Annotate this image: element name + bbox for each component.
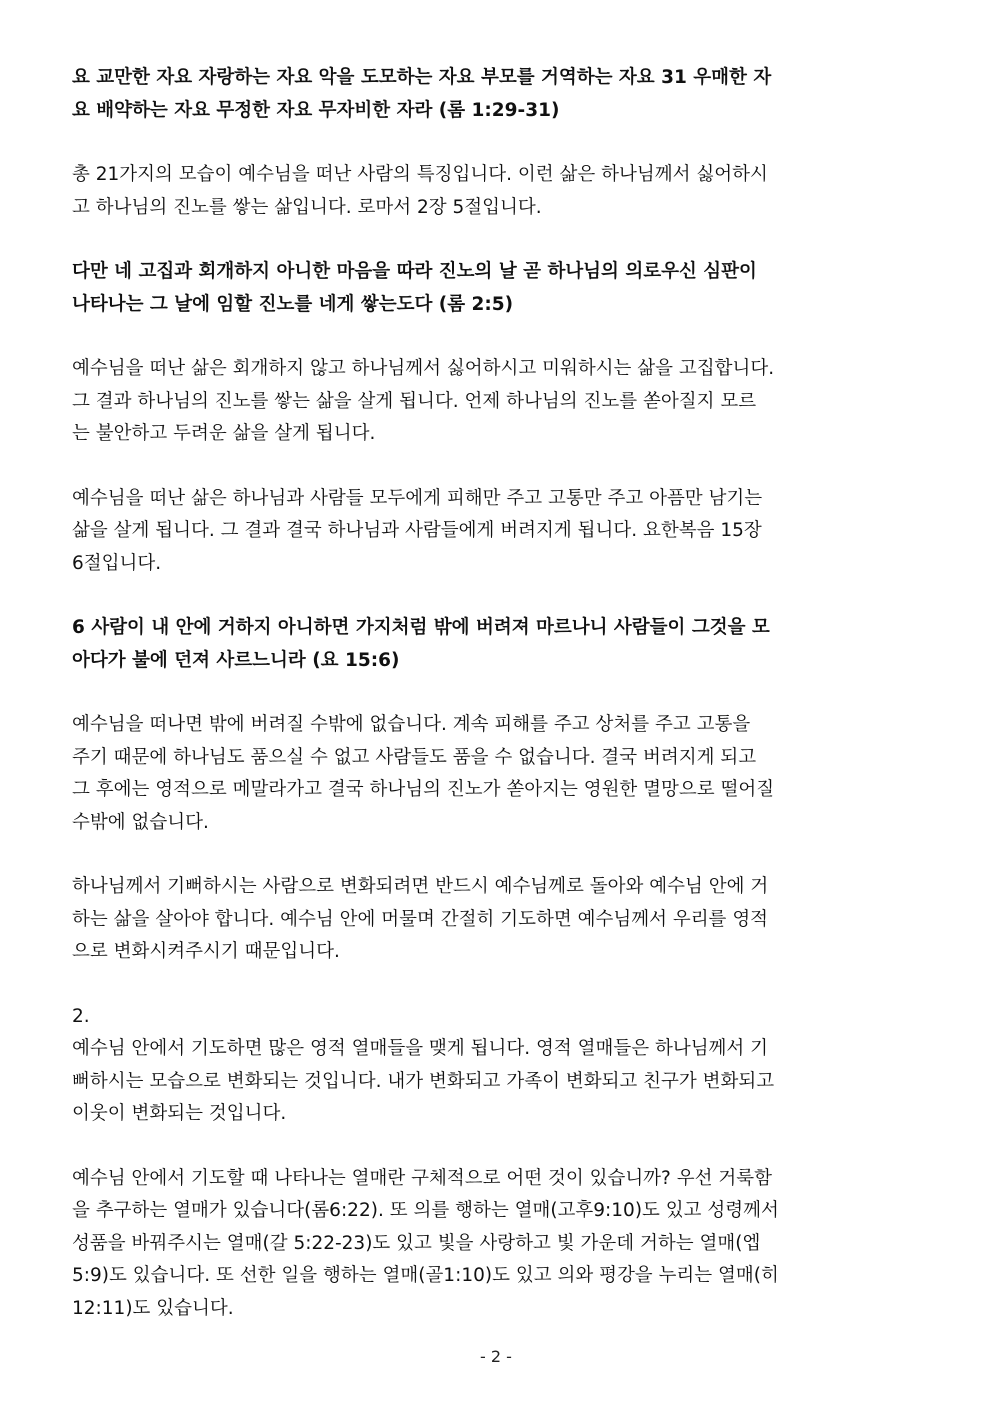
scripture-verse: 6 사람이 내 안에 거하지 아니하면 가지처럼 밖에 버려져 마르나니 사람들이 그것을 모 아다가 불에 던져 사르느니라 (요 15:6) xyxy=(72,617,770,671)
document-body xyxy=(72,62,920,1357)
body-paragraph: 예수님을 떠난 삶은 하나님과 사람들 모두에게 피해만 주고 고통만 주고 아픔만 남기는 삶을 살게 됩니다. 그 결과 결국 하나님과 사람들에게 버려지게 됩니다. 요한복음 15장 6절입니다. xyxy=(72,487,763,574)
body-paragraph: 예수님 안에서 기도하면 많은 영적 열매들을 맺게 됩니다. 영적 열매들은 하나님께서 기 뻐하시는 모습으로 변화되는 것입니다. 내가 변화되고 가족이 변화되고 친구가 변화되고 이웃이 변화되는 것입니다. xyxy=(72,1038,775,1124)
scripture-verse: 다만 네 고집과 회개하지 아니한 마음을 따라 진노의 날 곧 하나님의 의로우신 심판이 나타나는 그 날에 임할 진노를 네게 쌓는도다 (롬 2:5) xyxy=(72,261,757,315)
body-paragraph: 예수님을 떠난 삶은 회개하지 않고 하나님께서 싫어하시고 미워하시는 삶을 고집합니다. 그 결과 하나님의 진노를 쌓는 삶을 살게 됩니다. 언제 하나님의 진노를 쏟아질지 모르 는 불안하고 두려운 삶을 살게 됩니다. xyxy=(72,358,775,444)
body-paragraph: 예수님 안에서 기도할 때 나타나는 열매란 구체적으로 어떤 것이 있습니까? 우선 거룩함 을 추구하는 열매가 있습니다(롬6:22). 또 의를 행하는 열매(고후9:10)도 있고 성령께서 성품을 바꿔주시는 열매(갈 5:22-23)도 있고 빛을 사랑하고 빛 가운데 거하는 열매(엡 5:9)도 있습니다. 또 선한 일을 행하는 열매(골1:10)도 있고 의와 평강을 누리는 열매(히 12:11)도 있습니다. xyxy=(72,1167,779,1319)
body-paragraph: 하나님께서 기뻐하시는 사람으로 변화되려면 반드시 예수님께로 돌아와 예수님 안에 거 하는 삶을 살아야 합니다. 예수님 안에 머물며 간절히 기도하면 예수님께서 우리를 영적 으로 변화시켜주시기 때문입니다. xyxy=(72,876,769,962)
scripture-verse: 요 교만한 자요 자랑하는 자요 악을 도모하는 자요 부모를 거역하는 자요 31 우매한 자 요 배약하는 자요 무정한 자요 무자비한 자라 (롬 1:29-31) xyxy=(72,67,772,121)
page-number: - 2 - xyxy=(480,1347,512,1366)
section-number: 2. xyxy=(72,1005,90,1027)
body-paragraph: 총 21가지의 모습이 예수님을 떠난 사람의 특징입니다. 이런 삶은 하나님께서 싫어하시 고 하나님의 진노를 쌓는 삶입니다. 로마서 2장 5절입니다. xyxy=(72,164,768,218)
body-paragraph: 예수님을 떠나면 밖에 버려질 수밖에 없습니다. 계속 피해를 주고 상처를 주고 고통을 주기 때문에 하나님도 품으실 수 없고 사람들도 품을 수 없습니다. 결국 버려지게 되고 그 후에는 영적으로 메말라가고 결국 하나님의 진노가 쏟아지는 영원한 멸망으로 떨어질 수밖에 없습니다. xyxy=(72,714,775,833)
